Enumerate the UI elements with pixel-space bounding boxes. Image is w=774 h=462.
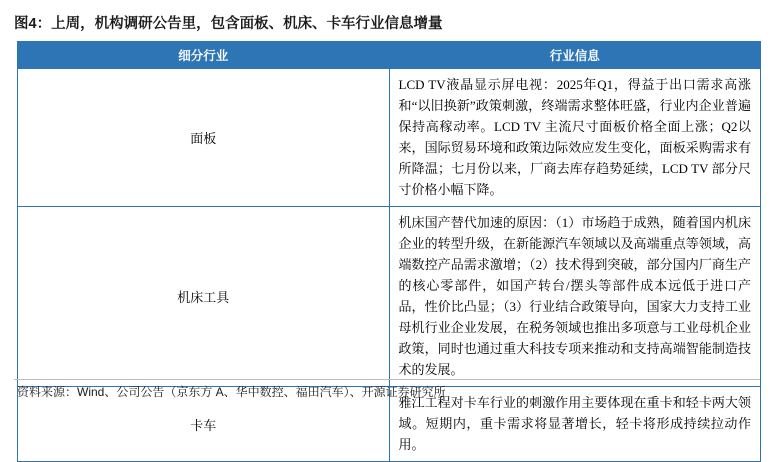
table-header-row <box>18 42 761 69</box>
table-row <box>18 69 761 207</box>
cell-category: 卡车 <box>18 387 390 462</box>
table-body <box>18 69 761 462</box>
cell-industry-info: LCD TV液晶显示屏电视：2025年Q1，得益于出口需求高涨和“以旧换新”政策刺激，终端需求整体旺盛，行业内企业普遍保持高稼动率。LCD TV 主流尺寸面板价格全面上涨；Q2以来，国际贸易环境和政策边际效应发生变化，面板采购需求有所降温；七月份以来，厂商去库存趋势延续，LCD TV 部分尺寸价格小幅下降。 <box>389 69 761 207</box>
page-title: 图4：上周，机构调研公告里，包含面板、机床、卡车行业信息增量 <box>14 16 443 32</box>
cell-industry-info: 机床国产替代加速的原因：（1）市场趋于成熟，随着国内机床企业的转型升级，在新能源汽车领域以及高端重点等领域，高端数控产品需求激增；（2）技术得到突破，部分国内厂商生产的核心零部件，如国产转台/摆头等部件成本远低于进口产品，性价比凸显；（3）行业结合政策导向，国家大力支持工业母机行业企业发展，在税务领域也推出多项意与工业母机企业政策，同时也通过重大科技专项来推动和支持高端智能制造技术的发展。 <box>389 207 761 387</box>
table-header <box>18 42 761 69</box>
column-header-info: 行业信息 <box>389 42 761 69</box>
table-row <box>18 207 761 387</box>
cell-category: 机床工具 <box>18 207 390 387</box>
column-header-category: 细分行业 <box>18 42 390 69</box>
footer-divider <box>14 379 760 380</box>
source-note: 资料来源：Wind、公司公告（京东方 A、华中数控、福田汽车）、开源证券研究所 <box>17 385 446 399</box>
cell-industry-info: 雅江工程对卡车行业的刺激作用主要体现在重卡和轻卡两大领域。短期内，重卡需求将显著增长，轻卡将形成持续拉动作用。 <box>389 387 761 462</box>
cell-category: 面板 <box>18 69 390 207</box>
